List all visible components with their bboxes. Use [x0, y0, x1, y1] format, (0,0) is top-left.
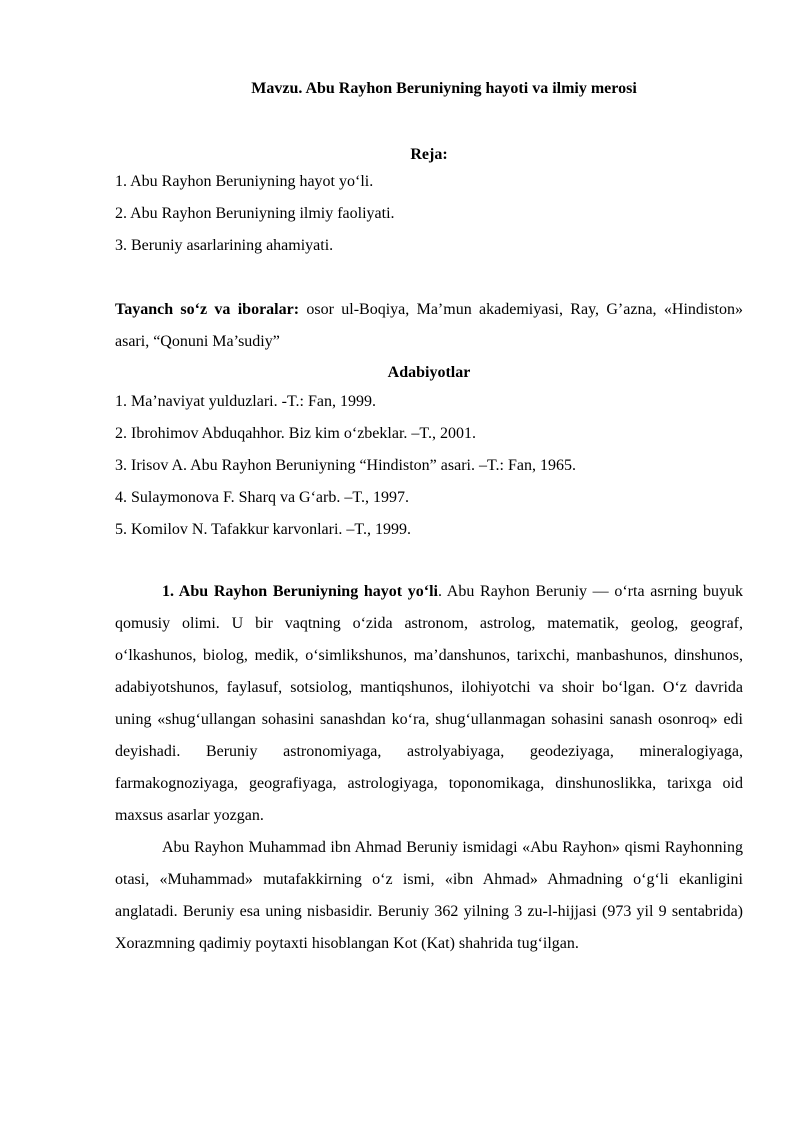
literature-item: 5. Komilov N. Tafakkur karvonlari. –T., 1999. — [115, 521, 412, 538]
section-paragraph-text: . Abu Rayhon Beruniy — o‘rta asrning buyuk qomusiy olimi. U bir vaqtning o‘zida astronom, astrolog, matematik, geolog, geograf, o‘lkashunos, biolog, medik, o‘simlikshunos, ma’danshunos, tarixchi, manbashunos, dinshunos, adabiyotshunos, faylasuf, sotsiolog, mantiqshunos, ilohiyotchi va shoir bo‘lgan. O‘z davrida uning «shug‘ullangan sohasini sanashdan ko‘ra, shug‘ullanmagan sohasini sanash osonroq» edi deyishadi. Beruniy astronomiyaga, astrolyabiyaga, geodeziyaga, mineralogiyaga, farmakognoziyaga, geografiyaga, astrologiyaga, toponomikaga, dinshunoslikka, tarixga oid maxsus asarlar yozgan. — [115, 583, 744, 824]
literature-item: 2. Ibrohimov Abduqahhor. Biz kim o‘zbeklar. –T., 2001. — [115, 425, 476, 442]
keywords-label: Tayanch so‘z va iboralar: — [115, 301, 300, 318]
literature-item: 4. Sulaymonova F. Sharq va G‘arb. –T., 1997. — [115, 489, 409, 506]
section-paragraph — [115, 576, 743, 832]
plan-heading: Reja: — [410, 146, 448, 163]
literature-item: 3. Irisov A. Abu Rayhon Beruniyning “Hindiston” asari. –T.: Fan, 1965. — [115, 457, 576, 474]
literature-list — [115, 386, 743, 546]
literature-heading: Adabiyotlar — [387, 364, 471, 381]
plan-list — [115, 166, 743, 262]
keywords-text: osor ul-Boqiya, Ma’mun akademiyasi, Ray, G’azna, «Hindiston» asari, “Qonuni Ma’sudiy” — [115, 301, 744, 350]
plan-item: 1. Abu Rayhon Beruniyning hayot yo‘li. — [115, 173, 374, 190]
page-title: Mavzu. Abu Rayhon Beruniyning hayoti va ilmiy merosi — [251, 80, 637, 97]
plan-item: 3. Beruniy asarlarining ahamiyati. — [115, 237, 334, 254]
section-heading: 1. Abu Rayhon Beruniyning hayot yo‘li — [162, 583, 438, 600]
literature-item: 1. Ma’naviyat yulduzlari. -T.: Fan, 1999. — [115, 393, 376, 410]
section-1 — [115, 576, 743, 960]
keywords-paragraph — [115, 294, 743, 358]
section-paragraph: Abu Rayhon Muhammad ibn Ahmad Beruniy ismidagi «Abu Rayhon» qismi Rayhonning otasi, «Muhammad» mutafakkirning o‘z ismi, «ibn Ahmad» Ahmadning o‘g‘li ekanligini anglatadi. Beruniy esa uning nisbasidir. Beruniy 362 yilning 3 zu-l-hijjasi (973 yil 9 sentabrida) Xorazmning qadimiy poytaxti hisoblangan Kot (Kat) shahrida tug‘ilgan. — [115, 839, 743, 952]
plan-item: 2. Abu Rayhon Beruniyning ilmiy faoliyati. — [115, 205, 395, 222]
